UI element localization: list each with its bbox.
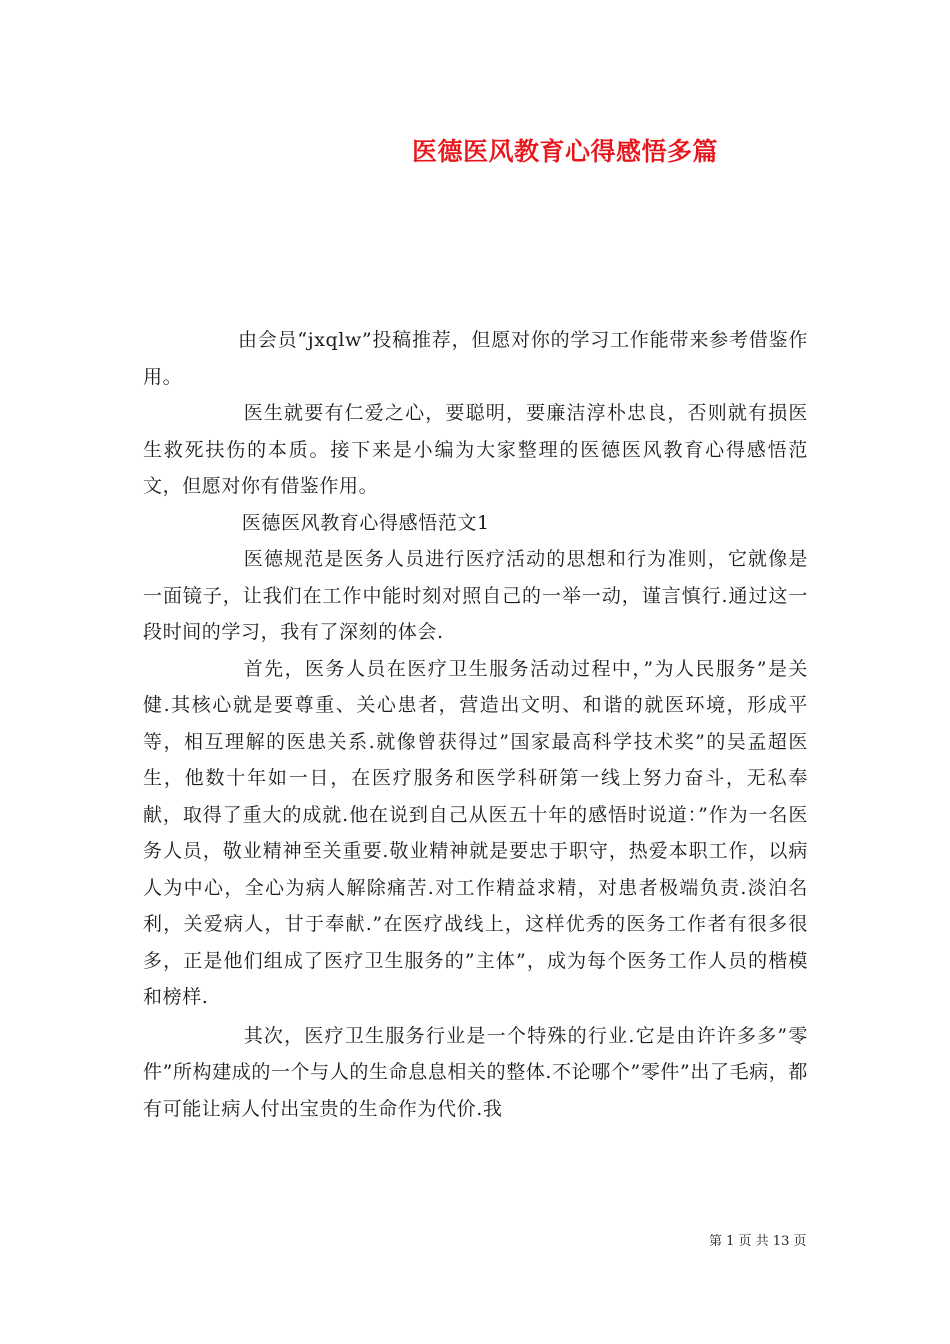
section-heading: 医德医风教育心得感悟范文1 bbox=[241, 511, 490, 534]
body-paragraph: 其次，医疗卫生服务行业是一个特殊的行业.它是由许许多多”零件”所构建成的一个与人的生命息息相关的整体.不论哪个”零件”出了毛病，都有可能让病人付出宝贵的生命作为代价.我 bbox=[143, 1024, 808, 1120]
intro-paragraph: 由会员“jxqlw”投稿推荐，但愿对你的学习工作能带来参考借鉴作用。 bbox=[143, 329, 808, 388]
document-body bbox=[143, 322, 808, 1127]
body-paragraph: 首先，医务人员在医疗卫生服务活动过程中，”为人民服务”是关健.其核心就是要尊重、关心患者，营造出文明、和谐的就医环境，形成平等，相互理解的医患关系.就像曾获得过”国家最高科学技术奖”的吴孟超医生，他数十年如一日，在医疗服务和医学科研第一线上努力奋斗，无私奉献，取得了重大的成就.他在说到自己从医五十年的感悟时说道：”作为一名医务人员，敬业精神至关重要.敬业精神就是要忠于职守，热爱本职工作，以病人为中心，全心为病人解除痛苦.对工作精益求精，对患者极端负责.淡泊名利，关爱病人，甘于奉献.”在医疗战线上，这样优秀的医务工作者有很多很多，正是他们组成了医疗卫生服务的”主体”，成为每个医务工作人员的楷模和榜样. bbox=[143, 657, 808, 1008]
document-title: 医德医风教育心得感悟多篇 bbox=[412, 137, 719, 166]
summary-paragraph: 医生就要有仁爱之心，要聪明，要廉洁淳朴忠良，否则就有损医生救死扶伤的本质。接下来是小编为大家整理的医德医风教育心得感悟范文，但愿对你有借鉴作用。 bbox=[143, 402, 808, 497]
page-number-footer: 第 1 页 共 13 页 bbox=[709, 1234, 807, 1249]
body-paragraph: 医德规范是医务人员进行医疗活动的思想和行为准则，它就像是一面镜子，让我们在工作中能时刻对照自己的一举一动，谨言慎行.通过这一段时间的学习，我有了深刻的体会. bbox=[143, 548, 808, 643]
